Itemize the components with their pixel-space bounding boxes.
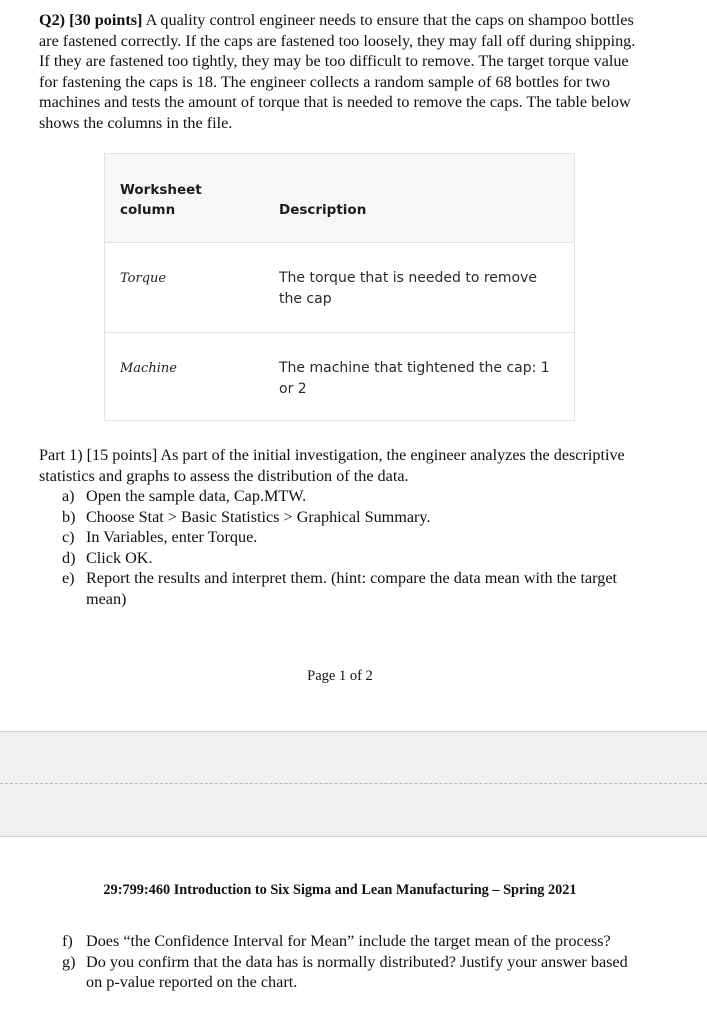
step-text: Click OK. [86,548,153,567]
list-item [62,486,647,507]
worksheet-columns-table [104,153,575,421]
list-item [62,527,647,548]
row-description-machine: The machine that tightened the cap: 1 or 2 [279,360,550,397]
page-gap-top [0,731,707,784]
list-item [62,931,647,952]
step-text: Report the results and interpret them. (hint: compare the data mean with the target mean) [86,569,618,608]
table-row [105,242,574,333]
step-label: a) [62,487,75,505]
step-text: In Variables, enter Torque. [86,528,258,546]
part1-intro: Part 1) [15 points] As part of the initial investigation, the engineer analyzes the descriptive statistics and graphs to assess the distribution of the data. [39,446,625,485]
list-item [62,507,647,528]
step-label: d) [62,548,76,567]
step-label: b) [62,507,76,526]
step-label: e) [62,569,75,587]
question-text: A quality control engineer needs to ensure that the caps on shampoo bottles are fastened correctly. If the caps are fastened too loosely, they may fall off during shipping. If they are fastened too tightly, they may be too difficult to remove. The target torque value for fastening the caps is 18. The engineer collects a random sample of 68 bottles for two machines and tests the amount of torque that is needed to remove the caps. The table below shows the columns in the file. [39,11,636,132]
row-variable-machine: Machine [120,361,177,376]
row-variable-torque: Torque [120,271,167,286]
step-label: f) [62,932,73,950]
list-item [62,568,647,609]
part1-steps-list [62,486,647,609]
page-number: Page 1 of 2 [307,668,373,684]
step-label: g) [62,952,76,971]
table-header-row [105,154,574,243]
header-worksheet-column: Worksheet column [120,182,202,218]
list-item [62,952,647,993]
step-text: Open the sample data, Cap.MTW. [86,487,307,505]
step-label: c) [62,528,75,546]
step-text: Choose Stat > Basic Statistics > Graphical Summary. [86,507,431,526]
list-item [62,548,647,569]
course-header: 29:799:460 Introduction to Six Sigma and Lean Manufacturing – Spring 2021 [103,882,577,898]
part1-steps-continued-list [62,931,647,993]
table-row [105,332,574,421]
page-gap-bottom [0,784,707,837]
question-paragraph [39,10,649,133]
row-description-torque: The torque that is needed to remove the cap [279,270,537,307]
step-text: Do you confirm that the data has is normally distributed? Justify your answer based on p-value reported on the chart. [86,952,628,991]
step-text: Does “the Confidence Interval for Mean” include the target mean of the process? [86,932,611,950]
header-description: Description [279,202,367,218]
question-label: Q2) [30 points] [39,11,143,29]
